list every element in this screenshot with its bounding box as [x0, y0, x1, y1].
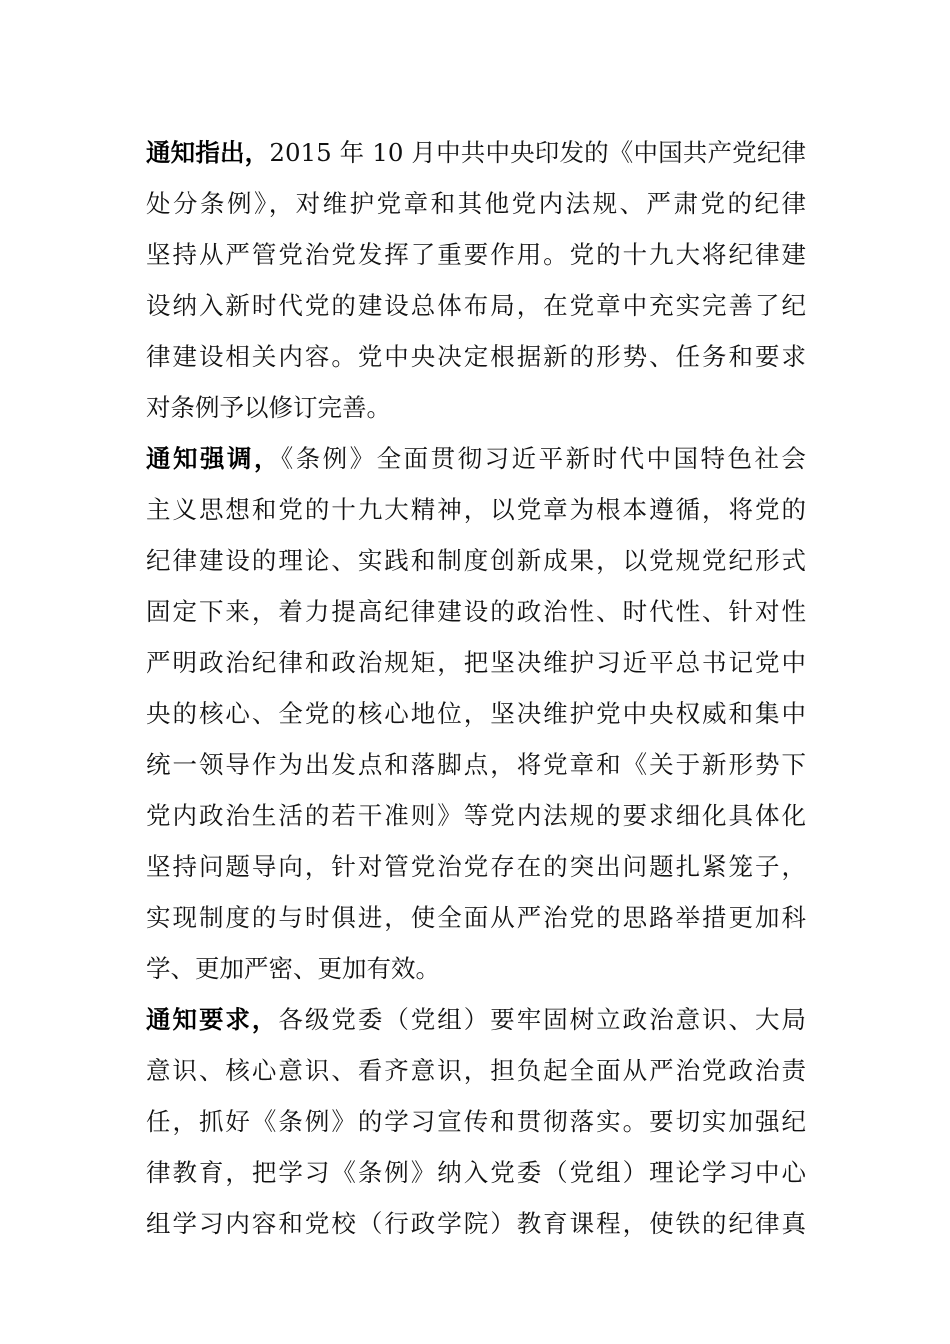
text-line: 统一领导作为出发点和落脚点，将党章和《关于新形势下 [146, 750, 806, 779]
text-line: 主义思想和党的十九大精神，以党章为根本遵循，将党的 [146, 495, 806, 524]
text-line: 固定下来，着力提高纪律建设的政治性、时代性、针对性 [146, 597, 806, 626]
line-text: 2015 年 10 月中共中央印发的《中国共产党纪律 [269, 138, 807, 167]
paragraph-notice-emphasizes [146, 433, 806, 994]
paragraph-lead: 通知要求， [146, 1005, 279, 1034]
text-line: 严明政治纪律和政治规矩，把坚决维护习近平总书记党中 [146, 648, 806, 677]
text-line: 坚持从严管党治党发挥了重要作用。党的十九大将纪律建 [146, 240, 806, 269]
text-line: 实现制度的与时俱进，使全面从严治党的思路举措更加科 [146, 903, 806, 932]
text-line: 律教育，把学习《条例》纳入党委（党组）理论学习中心 [146, 1158, 806, 1187]
text-line [146, 433, 806, 484]
text-line: 党内政治生活的若干准则》等党内法规的要求细化具体化 [146, 801, 806, 830]
text-line: 意识、核心意识、看齐意识，担负起全面从严治党政治责 [146, 1056, 806, 1085]
text-line: 处分条例》，对维护党章和其他党内法规、严肃党的纪律 [146, 189, 806, 218]
text-line: 纪律建设的理论、实践和制度创新成果，以党规党纪形式 [146, 546, 806, 575]
text-line [146, 127, 806, 178]
text-line: 任，抓好《条例》的学习宣传和贯彻落实。要切实加强纪 [146, 1107, 806, 1136]
text-line: 组学习内容和党校（行政学院）教育课程，使铁的纪律真 [146, 1209, 806, 1238]
text-line [146, 994, 806, 1045]
text-line: 学、更加严密、更加有效。 [146, 954, 440, 983]
line-text: 各级党委（党组）要牢固树立政治意识、大局 [278, 1005, 807, 1034]
paragraph-lead: 通知强调， [146, 444, 281, 473]
line-text: 《条例》全面贯彻习近平新时代中国特色社会 [280, 444, 807, 473]
paragraph-notice-points-out [146, 127, 806, 433]
text-line: 设纳入新时代党的建设总体布局，在党章中充实完善了纪 [146, 291, 806, 320]
text-line: 律建设相关内容。党中央决定根据新的形势、任务和要求 [146, 342, 806, 371]
paragraph-lead: 通知指出， [146, 138, 270, 167]
text-line: 对条例予以修订完善。 [146, 393, 391, 422]
text-line: 坚持问题导向，针对管党治党存在的突出问题扎紧笼子， [146, 852, 806, 881]
text-line: 央的核心、全党的核心地位，坚决维护党中央权威和集中 [146, 699, 806, 728]
document-body [146, 127, 806, 1249]
paragraph-notice-requires [146, 994, 806, 1249]
